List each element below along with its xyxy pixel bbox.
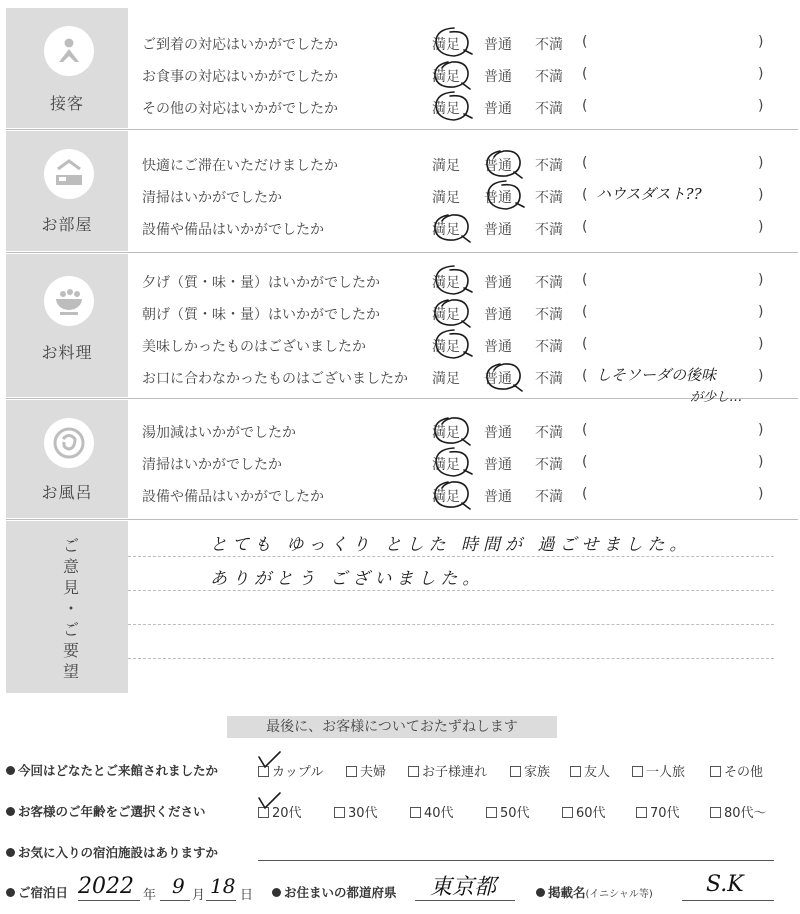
rating-option-unsatisfied[interactable]: 不満 bbox=[535, 425, 563, 441]
rating-option-satisfied[interactable]: 満足 bbox=[432, 489, 460, 505]
companion-question: 今回はどなたとご来館されましたか bbox=[6, 761, 218, 779]
choice-label: 30代 bbox=[348, 806, 378, 821]
rating-option-unsatisfied[interactable]: 不満 bbox=[535, 37, 563, 53]
favorite-question: お気に入りの宿泊施設はありますか bbox=[6, 843, 218, 861]
question-text: その他の対応はいかがでしたか bbox=[142, 101, 338, 117]
checkbox[interactable] bbox=[710, 807, 721, 818]
age-choice[interactable] bbox=[486, 802, 530, 821]
age-choice[interactable] bbox=[710, 802, 767, 821]
rating-option-satisfied[interactable]: 満足 bbox=[432, 457, 460, 473]
age-choice[interactable] bbox=[410, 802, 454, 821]
publish-line bbox=[682, 900, 774, 901]
divider bbox=[6, 519, 798, 520]
question-text: 美味しかったものはございましたか bbox=[142, 339, 366, 355]
comment-paren-close: ) bbox=[758, 219, 764, 235]
companion-choice[interactable] bbox=[632, 761, 685, 780]
rating-option-average[interactable]: 普通 bbox=[484, 275, 512, 291]
rating-option-unsatisfied[interactable]: 不満 bbox=[535, 275, 563, 291]
residence-value[interactable]: 東京都 bbox=[430, 875, 497, 900]
stay-month-line bbox=[160, 900, 190, 901]
question-text: お口に合わなかったものはございましたか bbox=[142, 371, 408, 387]
comment-paren-open: ( bbox=[582, 454, 588, 470]
day-unit: 日 bbox=[240, 888, 254, 903]
rating-row bbox=[142, 32, 782, 54]
opinion-label: ご 意 見 ・ ご 要 望 bbox=[62, 536, 79, 681]
divider bbox=[6, 129, 798, 130]
stay-day-line bbox=[206, 900, 236, 901]
question-text: お食事の対応はいかがでしたか bbox=[142, 69, 338, 85]
rating-option-average[interactable]: 普通 bbox=[484, 37, 512, 53]
age-choice[interactable] bbox=[562, 802, 606, 821]
category-panel bbox=[6, 254, 128, 397]
question-text: 夕げ（質・味・量）はいかがでしたか bbox=[142, 275, 380, 291]
rating-option-unsatisfied[interactable]: 不満 bbox=[535, 307, 563, 323]
question-text: 清掃はいかがでしたか bbox=[142, 190, 282, 206]
comment-paren-open: ( bbox=[582, 368, 588, 384]
rating-row bbox=[142, 452, 782, 474]
residence-label: お住まいの都道府県 bbox=[272, 883, 397, 901]
comment-paren-close: ) bbox=[758, 155, 764, 171]
comment-paren-open: ( bbox=[582, 34, 588, 50]
publish-label: 掲載名(イニシャル等) bbox=[536, 883, 653, 901]
writing-line bbox=[128, 556, 774, 557]
checkbox[interactable] bbox=[710, 766, 721, 777]
rating-option-average[interactable]: 普通 bbox=[484, 371, 512, 387]
comment-paren-open: ( bbox=[582, 98, 588, 114]
question-text: ご到着の対応はいかがでしたか bbox=[142, 37, 338, 53]
rating-row bbox=[142, 217, 782, 239]
rating-option-average[interactable]: 普通 bbox=[484, 339, 512, 355]
checkbox[interactable] bbox=[258, 766, 269, 777]
favorite-answer-line[interactable] bbox=[258, 860, 774, 861]
age-choice[interactable] bbox=[258, 802, 302, 821]
rating-option-average[interactable]: 普通 bbox=[484, 69, 512, 85]
rating-row bbox=[142, 366, 782, 405]
choice-label: 50代 bbox=[500, 806, 530, 821]
checkbox[interactable] bbox=[510, 766, 521, 777]
companion-choice[interactable] bbox=[510, 761, 550, 780]
rating-option-average[interactable]: 普通 bbox=[484, 101, 512, 117]
bullet-icon bbox=[272, 888, 281, 897]
category-label: お風呂 bbox=[41, 483, 93, 502]
companion-choice[interactable] bbox=[408, 761, 487, 780]
checkbox[interactable] bbox=[570, 766, 581, 777]
rating-option-average[interactable]: 普通 bbox=[484, 489, 512, 505]
rating-option-satisfied[interactable]: 満足 bbox=[432, 307, 460, 323]
choice-label: その他 bbox=[724, 765, 764, 780]
comment-paren-close: ) bbox=[758, 486, 764, 502]
checkbox[interactable] bbox=[410, 807, 421, 818]
rating-option-average[interactable]: 普通 bbox=[484, 307, 512, 323]
comment-paren-close: ) bbox=[758, 368, 764, 384]
comment-paren-open: ( bbox=[582, 304, 588, 320]
rating-row bbox=[142, 270, 782, 292]
rating-option-unsatisfied[interactable]: 不満 bbox=[535, 101, 563, 117]
age-choice[interactable] bbox=[636, 802, 680, 821]
age-question: お客様のご年齢をご選択ください bbox=[6, 802, 206, 820]
rating-option-average[interactable]: 普通 bbox=[484, 457, 512, 473]
checkbox[interactable] bbox=[346, 766, 357, 777]
rating-option-satisfied[interactable]: 満足 bbox=[432, 37, 460, 53]
companion-choice[interactable] bbox=[570, 761, 610, 780]
rating-row bbox=[142, 420, 782, 442]
bowing-person-icon bbox=[44, 26, 94, 76]
question-text: 快適にご滞在いただけましたか bbox=[142, 158, 338, 174]
bullet-icon bbox=[6, 848, 15, 857]
handwritten-comment-continued[interactable]: が少し… bbox=[690, 390, 743, 405]
question-text: 清掃はいかがでしたか bbox=[142, 457, 282, 473]
hot-spring-icon bbox=[44, 418, 94, 468]
rating-row bbox=[142, 96, 782, 118]
publish-value[interactable]: S.K bbox=[706, 872, 744, 897]
rating-option-satisfied[interactable]: 満足 bbox=[432, 69, 460, 85]
choice-label: 友人 bbox=[584, 765, 611, 780]
comment-paren-open: ( bbox=[582, 219, 588, 235]
writing-line bbox=[128, 658, 774, 659]
opinion-handwritten-line-1[interactable]: とても ゆっくり とした 時間が 過ごせました。 bbox=[210, 535, 692, 555]
checkbox[interactable] bbox=[632, 766, 643, 777]
rating-row bbox=[142, 302, 782, 324]
handwritten-comment[interactable]: しそソーダの後味 bbox=[596, 366, 717, 384]
comment-paren-open: ( bbox=[582, 155, 588, 171]
choice-label: 夫婦 bbox=[360, 765, 387, 780]
comment-paren-open: ( bbox=[582, 66, 588, 82]
rating-option-unsatisfied[interactable]: 不満 bbox=[535, 158, 563, 174]
checkbox[interactable] bbox=[334, 807, 345, 818]
comment-paren-open: ( bbox=[582, 486, 588, 502]
choice-label: 一人旅 bbox=[646, 765, 686, 780]
rating-option-average[interactable]: 普通 bbox=[484, 425, 512, 441]
choice-label: 家族 bbox=[524, 765, 551, 780]
comment-paren-close: ) bbox=[758, 66, 764, 82]
category-label: お料理 bbox=[41, 343, 93, 362]
rating-option-satisfied[interactable]: 満足 bbox=[432, 101, 460, 117]
month-unit: 月 bbox=[192, 888, 206, 903]
rating-row bbox=[142, 185, 782, 207]
rating-row bbox=[142, 484, 782, 506]
comment-paren-close: ) bbox=[758, 454, 764, 470]
residence-line bbox=[415, 900, 515, 901]
rating-option-satisfied[interactable]: 満足 bbox=[432, 275, 460, 291]
companion-choice[interactable] bbox=[710, 761, 763, 780]
stay-year[interactable]: 2022 bbox=[78, 874, 134, 899]
bullet-icon bbox=[536, 888, 545, 897]
comment-paren-close: ) bbox=[758, 272, 764, 288]
category-panel bbox=[6, 400, 128, 518]
category-label: お部屋 bbox=[41, 215, 93, 234]
choice-label: 20代 bbox=[272, 806, 302, 821]
choice-label: 60代 bbox=[576, 806, 606, 821]
food-bowl-icon bbox=[44, 276, 94, 326]
divider bbox=[6, 252, 798, 253]
rating-option-average[interactable]: 普通 bbox=[484, 222, 512, 238]
question-text: 朝げ（質・味・量）はいかがでしたか bbox=[142, 307, 380, 323]
rating-option-unsatisfied[interactable]: 不満 bbox=[535, 339, 563, 355]
room-bed-icon bbox=[44, 149, 94, 199]
stay-year-line bbox=[78, 900, 140, 901]
question-text: 設備や備品はいかがでしたか bbox=[142, 489, 324, 505]
comment-paren-close: ) bbox=[758, 304, 764, 320]
comment-paren-close: ) bbox=[758, 336, 764, 352]
opinion-handwritten-line-2[interactable]: ありがとう ございました。 bbox=[210, 569, 485, 589]
comment-paren-close: ) bbox=[758, 187, 764, 203]
writing-line bbox=[128, 624, 774, 625]
comment-paren-close: ) bbox=[758, 98, 764, 114]
rating-option-average[interactable]: 普通 bbox=[484, 190, 512, 206]
checkbox[interactable] bbox=[562, 807, 573, 818]
handwritten-comment[interactable]: ハウスダスト?? bbox=[596, 185, 702, 203]
comment-paren-open: ( bbox=[582, 336, 588, 352]
comment-paren-close: ) bbox=[758, 422, 764, 438]
checkbox[interactable] bbox=[408, 766, 419, 777]
comment-paren-close: ) bbox=[758, 34, 764, 50]
companion-choice[interactable] bbox=[346, 761, 386, 780]
question-text: 湯加減はいかがでしたか bbox=[142, 425, 296, 441]
bullet-icon bbox=[6, 888, 15, 897]
divider bbox=[6, 398, 798, 399]
rating-option-unsatisfied[interactable]: 不満 bbox=[535, 489, 563, 505]
rating-option-unsatisfied[interactable]: 不満 bbox=[535, 190, 563, 206]
choice-label: 40代 bbox=[424, 806, 454, 821]
choice-label: お子様連れ bbox=[422, 765, 488, 780]
comment-paren-open: ( bbox=[582, 272, 588, 288]
rating-option-satisfied[interactable]: 満足 bbox=[432, 158, 460, 174]
rating-option-satisfied[interactable]: 満足 bbox=[432, 425, 460, 441]
final-heading: 最後に、お客様についておたずねします bbox=[227, 716, 557, 738]
rating-row bbox=[142, 64, 782, 86]
year-unit: 年 bbox=[143, 888, 157, 903]
category-label: 接客 bbox=[49, 94, 84, 113]
checkbox[interactable] bbox=[486, 807, 497, 818]
choice-label: カップル bbox=[272, 765, 324, 780]
rating-row bbox=[142, 334, 782, 356]
stay-month[interactable]: 9 bbox=[172, 874, 185, 898]
comment-paren-open: ( bbox=[582, 187, 588, 203]
rating-option-average[interactable]: 普通 bbox=[484, 158, 512, 174]
rating-option-satisfied[interactable]: 満足 bbox=[432, 371, 460, 387]
bullet-icon bbox=[6, 807, 15, 816]
rating-option-satisfied[interactable]: 満足 bbox=[432, 339, 460, 355]
checkbox[interactable] bbox=[636, 807, 647, 818]
rating-option-unsatisfied[interactable]: 不満 bbox=[535, 457, 563, 473]
companion-choice[interactable] bbox=[258, 761, 323, 780]
rating-row bbox=[142, 153, 782, 175]
choice-label: 80代〜 bbox=[724, 806, 767, 821]
checkbox[interactable] bbox=[258, 807, 269, 818]
rating-option-unsatisfied[interactable]: 不満 bbox=[535, 69, 563, 85]
bullet-icon bbox=[6, 766, 15, 775]
age-choice[interactable] bbox=[334, 802, 378, 821]
rating-option-unsatisfied[interactable]: 不満 bbox=[535, 222, 563, 238]
rating-option-satisfied[interactable]: 満足 bbox=[432, 190, 460, 206]
question-text: 設備や備品はいかがでしたか bbox=[142, 222, 324, 238]
stay-date-label: ご宿泊日 bbox=[6, 883, 68, 901]
category-panel bbox=[6, 131, 128, 251]
category-panel bbox=[6, 521, 128, 693]
writing-line bbox=[128, 590, 774, 591]
comment-paren-open: ( bbox=[582, 422, 588, 438]
stay-day[interactable]: 18 bbox=[210, 874, 236, 898]
category-panel bbox=[6, 8, 128, 128]
choice-label: 70代 bbox=[650, 806, 680, 821]
rating-option-unsatisfied[interactable]: 不満 bbox=[535, 371, 563, 387]
rating-option-satisfied[interactable]: 満足 bbox=[432, 222, 460, 238]
